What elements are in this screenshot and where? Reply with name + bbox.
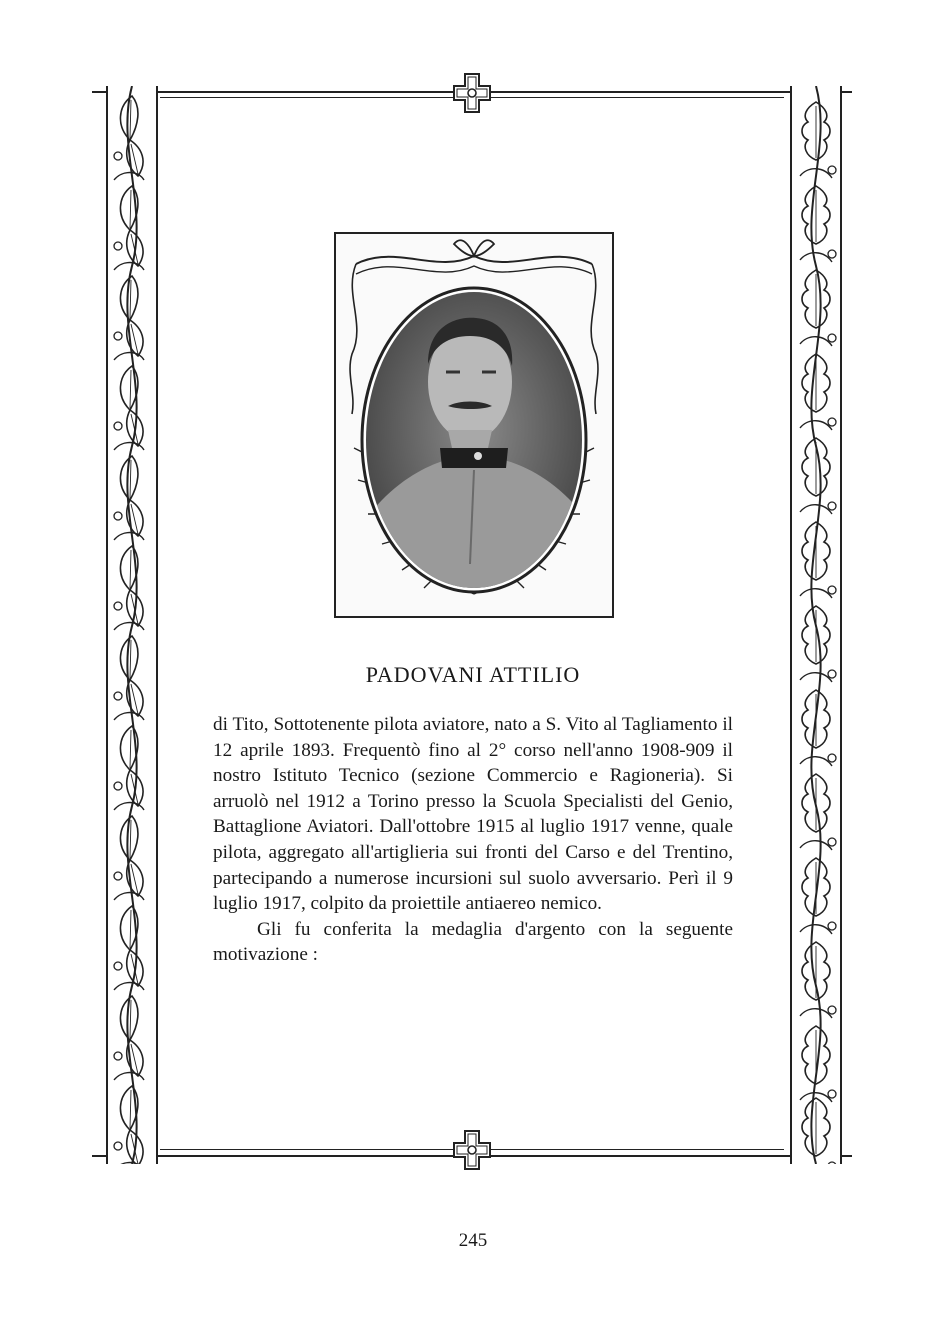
citation-intro-paragraph: Gli fu conferita la medaglia d'argento con la seguente motivazione : [213, 918, 733, 966]
cross-emblem-icon [453, 1130, 491, 1170]
leaf-vine-icon [108, 86, 156, 1164]
right-leaf-border [790, 86, 842, 1164]
leaf-vine-icon [792, 86, 840, 1164]
cross-emblem-icon [453, 73, 491, 113]
page-number: 245 [458, 1230, 488, 1251]
biography-text [213, 712, 733, 968]
page-title: PADOVANI ATTILIO [365, 662, 581, 687]
portrait-photo [336, 234, 612, 616]
biography-paragraph: di Tito, Sottotenente pilota aviatore, nato a S. Vito al Tagliamento il 12 aprile 1893. Frequentò fino al 2° corso nell'anno 1908-909 il nostro Istituto Tecnico (sezione Commercio e Ragioneria). Si arruolò nel 1912 a Torino presso la Scuola Specialisti del Genio, Battaglione Aviatori. Dall'ottobre 1915 al luglio 1917 venne, quale pilota, aggregato all'artiglieria sui fronti del Carso e del Trentino, partecipando a numerose incursioni sul suolo avversario. Perì il 9 luglio 1917, colpito da proiettile antiaereo nemico. [213, 714, 733, 915]
left-leaf-border [106, 86, 158, 1164]
portrait-frame [334, 232, 614, 618]
